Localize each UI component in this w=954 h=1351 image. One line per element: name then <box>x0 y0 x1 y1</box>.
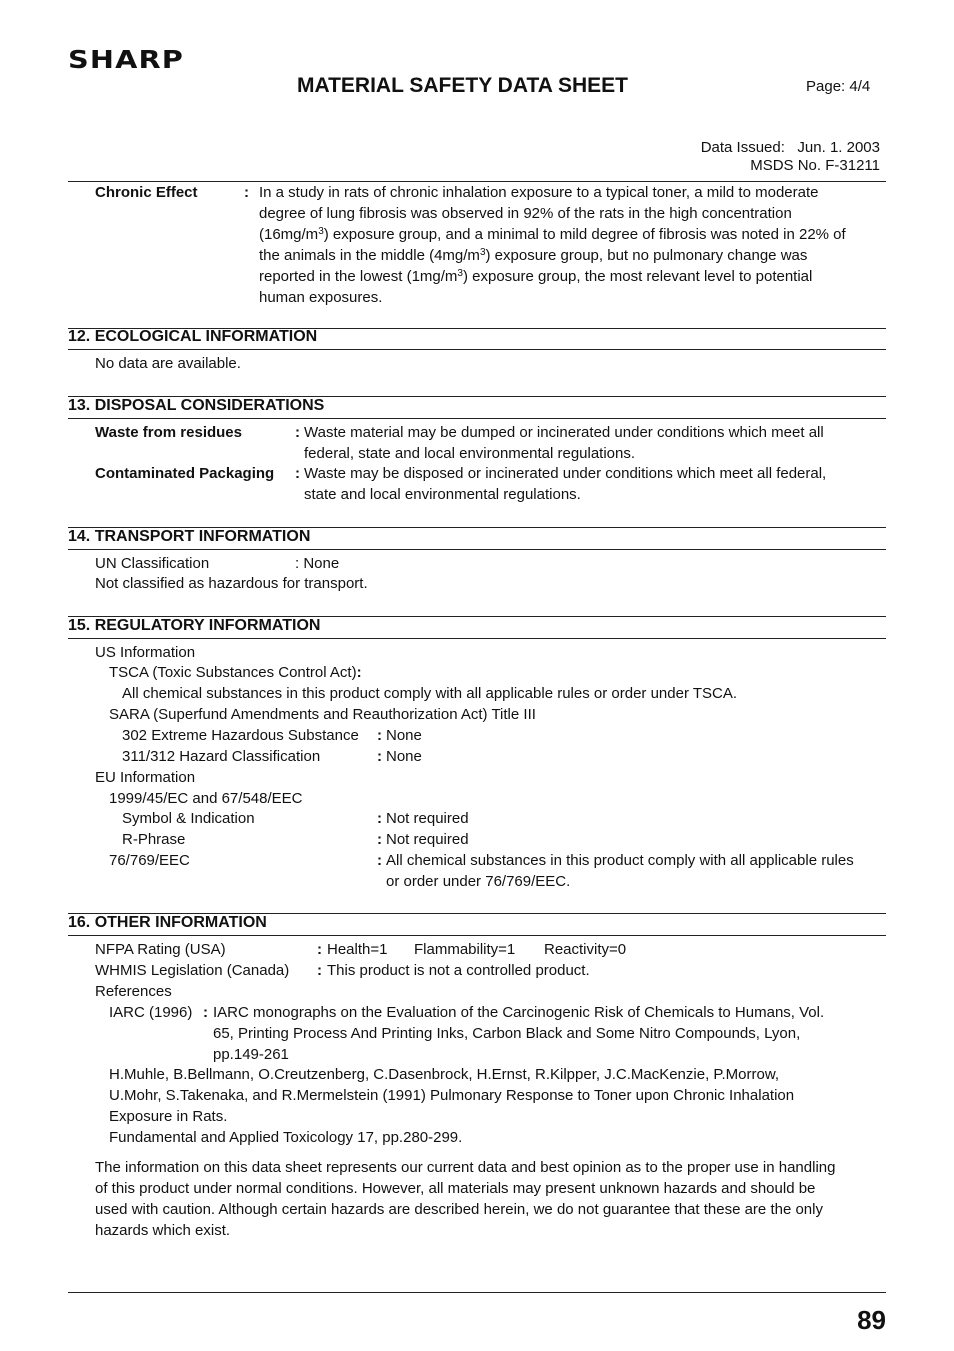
text-line: The information on this data sheet represents our current data and best opinion as to the proper use in handling <box>95 1159 836 1176</box>
text-line: H.Muhle, B.Bellmann, O.Creutzenberg, C.Dasenbrock, H.Ernst, R.Kilpper, J.C.MacKenzie, P.Morrow, <box>109 1066 779 1083</box>
un-classification-value: : None <box>295 555 340 572</box>
text-line: or order under 76/769/EEC. <box>386 873 571 890</box>
page-number: 89 <box>857 1305 886 1335</box>
sharp-logo: SHARP <box>68 45 184 74</box>
rphrase-value: Not required <box>386 831 469 848</box>
iarc-label: IARC (1996) <box>109 1004 193 1021</box>
nfpa-health: Health=1 <box>327 941 388 958</box>
waste-residues-text <box>304 422 824 464</box>
hazard-class-value: None <box>386 748 422 765</box>
colon: : <box>377 831 382 848</box>
text-line: In a study in rats of chronic inhalation exposure to a typical toner, a mild to moderate <box>259 184 819 201</box>
text-line: IARC monographs on the Evaluation of the Carcinogenic Risk of Chemicals to Humans, Vol. <box>213 1004 825 1021</box>
colon: : <box>377 727 382 744</box>
colon: : <box>377 810 382 827</box>
text-span: reported in the lowest (1mg/m <box>259 268 458 285</box>
text-line: of this product under normal conditions. However, all materials may present unknown hazards and should be <box>95 1180 816 1197</box>
whmis-label: WHMIS Legislation (Canada) <box>95 962 290 979</box>
section-14-heading: 14. TRANSPORT INFORMATION <box>68 528 311 545</box>
disclaimer <box>95 1157 835 1241</box>
ehs-label: 302 Extreme Hazardous Substance <box>122 727 359 744</box>
contaminated-packaging-label: Contaminated Packaging <box>95 465 275 482</box>
page-indicator: Page: 4/4 <box>806 78 871 95</box>
text-line <box>259 245 846 266</box>
colon: : <box>377 748 382 765</box>
text-line: Fundamental and Applied Toxicology 17, pp.280-299. <box>109 1129 463 1146</box>
divider <box>68 349 886 350</box>
text-line: used with caution. Although certain hazards are described herein, we do not guarantee that these are the only <box>95 1201 823 1218</box>
section-13-heading: 13. DISPOSAL CONSIDERATIONS <box>68 397 325 414</box>
colon: : <box>317 941 322 958</box>
colon: : <box>356 664 362 681</box>
text-line: pp.149-261 <box>213 1046 289 1063</box>
superscript: 3 <box>479 247 486 258</box>
whmis-value: This product is not a controlled product. <box>327 962 590 979</box>
text-span: ) exposure group, but no pulmonary change was <box>485 247 808 264</box>
issued-label: Data Issued: <box>700 139 785 156</box>
footer-divider <box>68 1292 886 1293</box>
colon: : <box>244 184 249 201</box>
text-line: 65, Printing Process And Printing Inks, Carbon Black and Some Nitro Compounds, Lyon, <box>213 1025 801 1042</box>
text-span: ) exposure group, the most relevant level to potential <box>462 268 813 285</box>
superscript: 3 <box>457 268 463 279</box>
superscript: 3 <box>318 226 324 237</box>
divider <box>68 418 886 419</box>
us-information: US Information <box>95 644 196 661</box>
text-line: All chemical substances in this product comply with all applicable rules <box>386 852 854 869</box>
eec-label: 76/769/EEC <box>109 852 190 869</box>
colon: : <box>203 1004 208 1021</box>
text-line: hazards which exist. <box>95 1222 231 1239</box>
references-label: References <box>95 983 172 1000</box>
text-line: federal, state and local environmental regulations. <box>304 445 636 462</box>
sara-label: SARA (Superfund Amendments and Reauthorization Act) Title III <box>109 706 536 723</box>
divider <box>68 935 886 936</box>
tsca-line <box>109 662 362 683</box>
eec-text <box>386 850 854 892</box>
colon: : <box>377 852 382 869</box>
contaminated-packaging-text <box>304 463 826 505</box>
text-line: Waste material may be dumped or incinerated under conditions which meet all <box>304 424 824 441</box>
muhle-reference <box>109 1064 794 1148</box>
msds-number: MSDS No. F-31211 <box>750 157 880 174</box>
text-line: human exposures. <box>259 289 383 306</box>
text-line <box>259 224 846 245</box>
section-12-heading: 12. ECOLOGICAL INFORMATION <box>68 328 318 345</box>
text-line: degree of lung fibrosis was observed in 92% of the rats in the high concentration <box>259 205 792 222</box>
divider <box>68 549 886 550</box>
issue-date-line <box>701 139 880 157</box>
rphrase-label: R-Phrase <box>122 831 186 848</box>
hazard-class-label: 311/312 Hazard Classification <box>122 748 321 765</box>
colon: : <box>295 424 300 441</box>
text-line: state and local environmental regulations. <box>304 486 581 503</box>
eu-directive: 1999/45/EC and 67/548/EEC <box>109 790 303 807</box>
chronic-effect-text <box>259 182 846 308</box>
colon: : <box>295 465 300 482</box>
ecological-text: No data are available. <box>95 355 241 372</box>
symbol-label: Symbol & Indication <box>122 810 255 827</box>
text-span: the animals in the middle (4mg/m <box>259 247 480 264</box>
eu-information: EU Information <box>95 769 196 786</box>
colon: : <box>317 962 322 979</box>
transport-note: Not classified as hazardous for transport. <box>95 575 368 592</box>
text-line: Waste may be disposed or incinerated under conditions which meet all federal, <box>304 465 827 482</box>
nfpa-label: NFPA Rating (USA) <box>95 941 226 958</box>
section-15-heading: 15. REGULATORY INFORMATION <box>68 617 321 634</box>
text-span: (16mg/m <box>259 226 319 243</box>
issued-date: Jun. 1. 2003 <box>797 139 880 156</box>
text-line: Exposure in Rats. <box>109 1108 228 1125</box>
text-line: U.Mohr, S.Takenaka, and R.Mermelstein (1991) Pulmonary Response to Toner upon Chronic Inhalation <box>109 1087 795 1104</box>
section-16-heading: 16. OTHER INFORMATION <box>68 914 267 931</box>
tsca-text: All chemical substances in this product comply with all applicable rules or order under TSCA. <box>122 685 738 702</box>
ehs-value: None <box>386 727 422 744</box>
symbol-value: Not required <box>386 810 469 827</box>
text-span: ) exposure group, and a minimal to mild degree of fibrosis was noted in 22% of <box>323 226 846 243</box>
nfpa-flammability: Flammability=1 <box>414 941 516 958</box>
chronic-effect-label: Chronic Effect <box>95 184 198 201</box>
issue-info <box>701 139 880 175</box>
iarc-reference <box>213 1002 824 1065</box>
divider <box>68 638 886 639</box>
page-title: MATERIAL SAFETY DATA SHEET <box>297 74 628 97</box>
text-line <box>259 266 846 287</box>
nfpa-reactivity: Reactivity=0 <box>544 941 627 958</box>
tsca-label: TSCA (Toxic Substances Control Act) <box>109 664 357 681</box>
waste-residues-label: Waste from residues <box>95 424 242 441</box>
un-classification-label: UN Classification <box>95 555 210 572</box>
